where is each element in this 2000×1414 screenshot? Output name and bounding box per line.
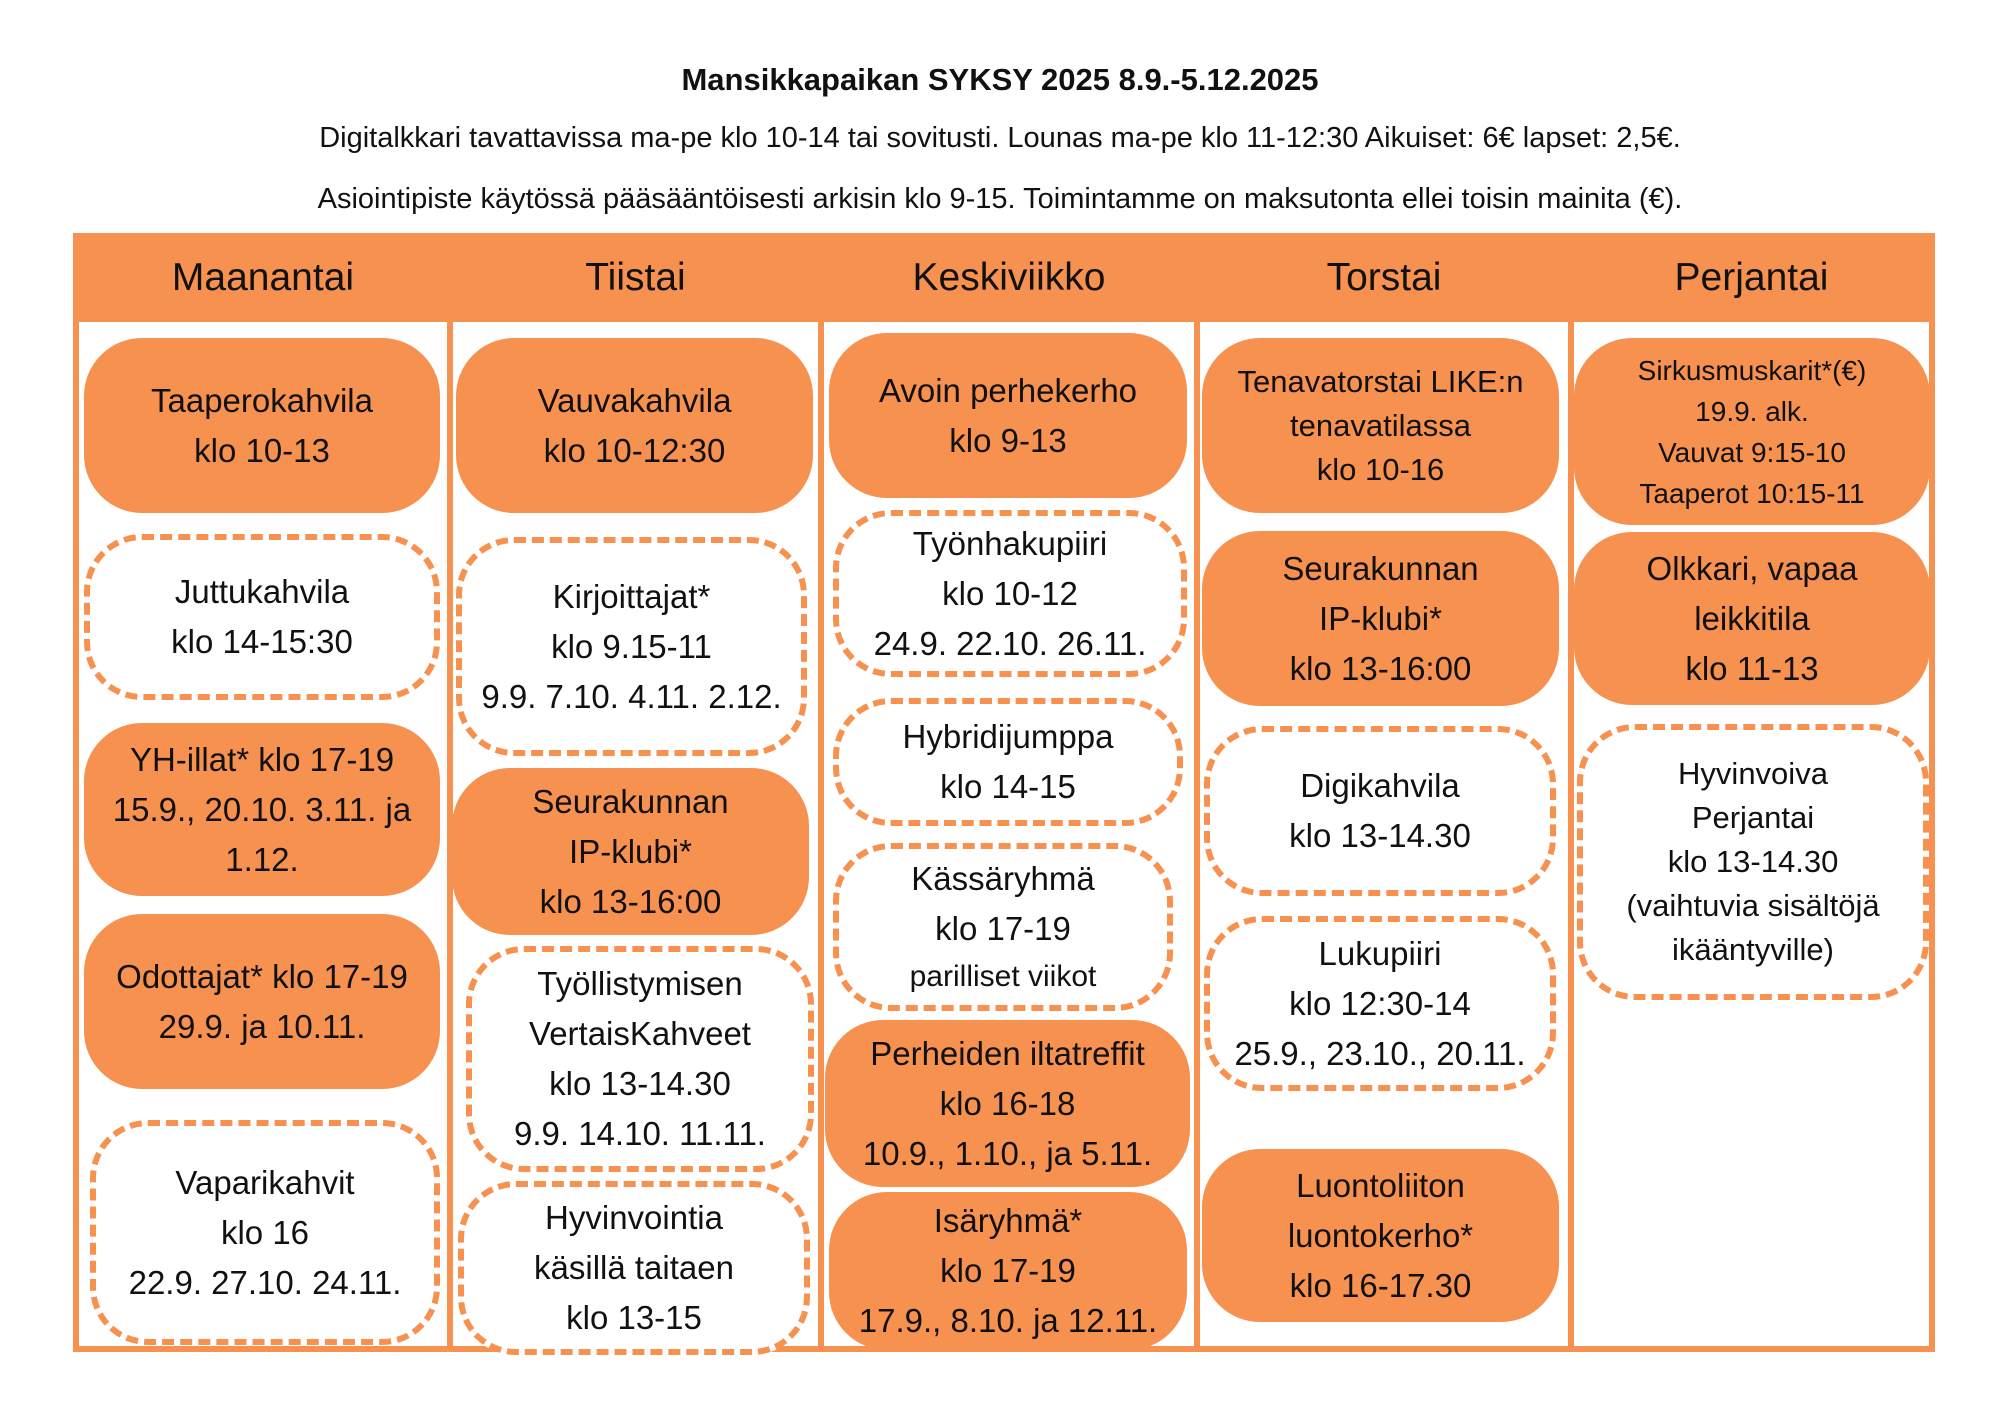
- event-line: Juttukahvila: [174, 573, 350, 610]
- event-line: Työllistymisen: [537, 965, 743, 1002]
- event-line: YH-illat* klo 17-19: [129, 740, 395, 778]
- event-line: klo 13-14.30: [1667, 844, 1839, 879]
- event-line: VertaisKahveet: [529, 1015, 751, 1052]
- event-card-lukupiiri: [1204, 916, 1556, 1091]
- event-line: Vaparikahvit: [175, 1163, 355, 1201]
- event-card-yh-illat: [84, 723, 440, 896]
- event-card-ip-klubi-thu: [1202, 531, 1559, 706]
- event-card-tyonhakupiiri: [833, 510, 1187, 677]
- event-line: 10.9., 1.10., ja 5.11.: [862, 1134, 1153, 1172]
- event-card-kasilla-taitaen: [458, 1181, 810, 1355]
- event-line: klo 13-14.30: [1289, 817, 1471, 854]
- event-card-ip-klubi-tue: [452, 768, 809, 935]
- event-line: 29.9. ja 10.11.: [158, 1007, 366, 1045]
- event-card-odottajat: [84, 914, 440, 1089]
- event-line: (vaihtuvia sisältöjä: [1626, 888, 1880, 923]
- event-line: Hybridijumppa: [902, 718, 1114, 755]
- event-line: Taaperot 10:15-11: [1639, 477, 1865, 509]
- event-line: tenavatilassa: [1290, 407, 1471, 443]
- event-line: klo 16: [220, 1213, 310, 1251]
- event-line: klo 13-15: [566, 1299, 702, 1336]
- event-line: Perheiden iltatreffit: [870, 1034, 1145, 1072]
- event-line: klo 14-15:30: [171, 623, 353, 660]
- event-line: IP-klubi*: [1319, 599, 1442, 637]
- event-line: klo 17-19: [940, 1252, 1076, 1289]
- event-line: klo 11-13: [1685, 649, 1819, 687]
- event-line: klo 10-16: [1316, 451, 1445, 487]
- event-line: klo 9-13: [949, 421, 1067, 459]
- event-line: klo 10-12: [942, 574, 1078, 612]
- event-line: Hyvinvoiva: [1678, 756, 1828, 791]
- event-line: 19.9. alk.: [1695, 395, 1809, 427]
- event-line: leikkitila: [1694, 599, 1810, 637]
- event-card-olkkari: [1574, 532, 1930, 705]
- event-card-taaperokahvila: [84, 338, 440, 513]
- info-line-1: Digitalkkari tavattavissa ma-pe klo 10-14 tai sovitusti. Lounas ma-pe klo 11-12:30 Aikuiset: 6€ lapset: 2,5€.: [319, 122, 1681, 154]
- event-card-kirjoittajat: [456, 537, 807, 756]
- event-line: 9.9. 14.10. 11.11.: [514, 1115, 766, 1152]
- day-header-tuesday: Tiistai: [585, 256, 686, 299]
- event-line: klo 16-17.30: [1289, 1266, 1472, 1304]
- event-line: Vauvat 9:15-10: [1658, 436, 1846, 468]
- event-line: Sirkusmuskarit*(€): [1637, 354, 1867, 386]
- event-line: Lukupiiri: [1318, 934, 1442, 972]
- event-line: klo 10-13: [194, 431, 330, 469]
- page-title: Mansikkapaikan SYKSY 2025 8.9.-5.12.2025: [681, 62, 1319, 97]
- event-card-avoin-perhekerho: [829, 333, 1187, 498]
- event-line: klo 13-14.30: [549, 1065, 731, 1102]
- event-line: klo 13-16:00: [1289, 649, 1472, 687]
- event-card-kassaryhma: [833, 843, 1173, 1011]
- event-line: klo 17-19: [935, 910, 1071, 947]
- event-line: Luontoliiton: [1296, 1166, 1465, 1204]
- event-line: klo 14-15: [940, 768, 1076, 805]
- event-line: Tenavatorstai LIKE:n: [1237, 363, 1524, 399]
- event-card-juttukahvila: [84, 534, 440, 700]
- event-card-hyvinvoiva-perjantai: [1577, 724, 1929, 1000]
- event-line: 15.9., 20.10. 3.11. ja: [112, 790, 412, 828]
- event-line: Seurakunnan: [532, 782, 729, 820]
- event-card-tenavatorstai: [1202, 338, 1559, 513]
- event-line: Taaperokahvila: [151, 381, 373, 419]
- event-line: ikääntyville): [1672, 932, 1834, 967]
- event-line: luontokerho*: [1287, 1216, 1474, 1254]
- event-line: 9.9. 7.10. 4.11. 2.12.: [481, 677, 782, 715]
- column-divider: [1194, 322, 1200, 1352]
- day-header-wednesday: Keskiviikko: [912, 256, 1106, 299]
- event-line: Vauvakahvila: [537, 381, 732, 419]
- day-header-thursday: Torstai: [1326, 256, 1442, 299]
- event-line: Digikahvila: [1300, 767, 1460, 804]
- event-card-vertaiskahveet: [466, 946, 814, 1172]
- event-line: klo 10-12:30: [543, 431, 726, 469]
- event-line: Avoin perhekerho: [878, 371, 1138, 409]
- info-line-2: Asiointipiste käytössä pääsääntöisesti arkisin klo 9-15. Toimintamme on maksutonta ellei toisin mainita (€).: [317, 183, 1683, 215]
- event-line: käsillä taitaen: [534, 1249, 734, 1286]
- event-line: 25.9., 23.10., 20.11.: [1234, 1034, 1526, 1072]
- event-line: klo 9.15-11: [551, 627, 712, 665]
- event-card-perheiden-iltatreffit: [825, 1020, 1190, 1187]
- event-line: Hyvinvointia: [545, 1199, 723, 1236]
- event-line: IP-klubi*: [569, 832, 692, 870]
- event-line: Kirjoittajat*: [552, 577, 711, 615]
- event-card-vaparikahvit: [90, 1120, 440, 1345]
- event-line: klo 12:30-14: [1289, 984, 1471, 1022]
- event-card-luontokerho: [1202, 1149, 1559, 1322]
- event-line: Olkkari, vapaa: [1646, 549, 1858, 587]
- event-card-isaryhma: [829, 1192, 1187, 1350]
- event-line: parilliset viikot: [909, 960, 1097, 993]
- day-header-friday: Perjantai: [1674, 256, 1829, 299]
- event-line: 1.12.: [225, 840, 299, 878]
- event-card-hybridijumppa: [833, 698, 1183, 826]
- column-divider: [1568, 322, 1574, 1352]
- event-line: 17.9., 8.10. ja 12.11.: [858, 1302, 1158, 1339]
- event-line: Odottajat* klo 17-19: [116, 957, 408, 995]
- event-line: Työnhakupiiri: [912, 524, 1108, 562]
- event-line: Perjantai: [1691, 800, 1815, 835]
- event-line: 24.9. 22.10. 26.11.: [873, 624, 1147, 662]
- column-divider: [818, 322, 824, 1352]
- event-card-digikahvila: [1204, 726, 1556, 896]
- event-line: klo 16-18: [939, 1084, 1076, 1122]
- event-line: Seurakunnan: [1282, 549, 1479, 587]
- event-line: 22.9. 27.10. 24.11.: [128, 1263, 402, 1301]
- day-header-monday: Maanantai: [171, 256, 355, 299]
- event-line: klo 13-16:00: [539, 882, 722, 920]
- event-line: Isäryhmä*: [933, 1202, 1083, 1239]
- event-line: Kässäryhmä: [911, 860, 1095, 897]
- event-card-sirkusmuskarit: [1574, 338, 1930, 525]
- event-card-vauvakahvila: [456, 338, 813, 513]
